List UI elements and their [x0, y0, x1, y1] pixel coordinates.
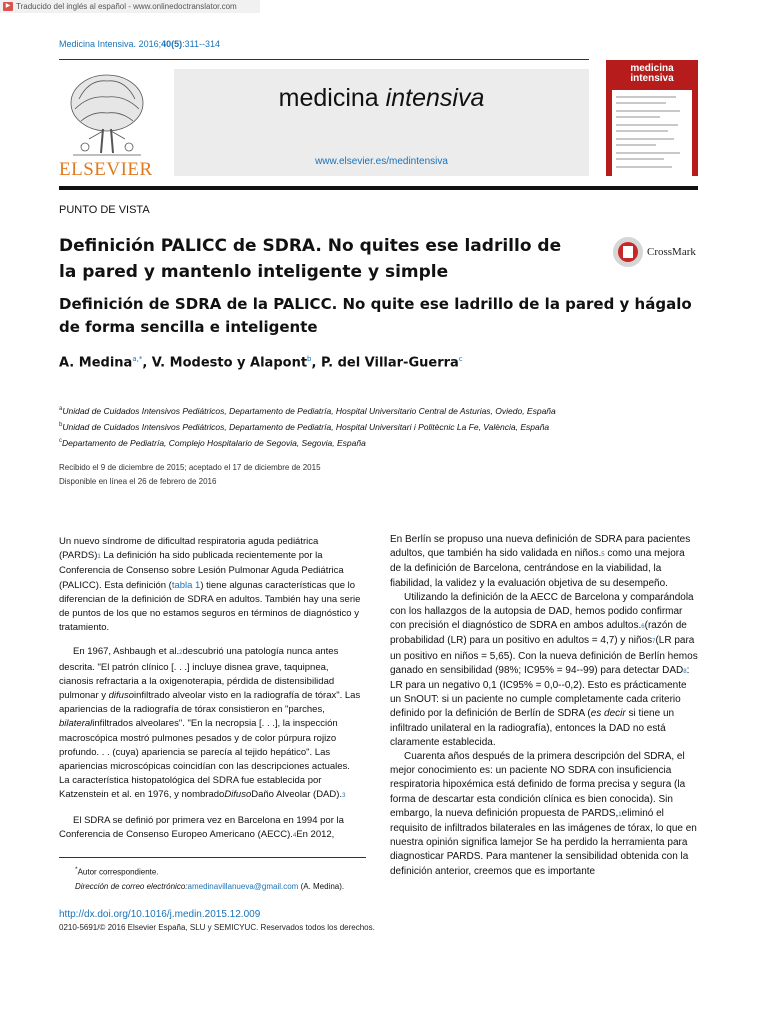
- translate-icon: ▶: [3, 2, 13, 11]
- ref-link[interactable]: 6: [641, 624, 645, 631]
- header-bottom-rule: [59, 186, 698, 190]
- affiliation-c-text: Departamento de Pediatría, Complejo Hospitalario de Segovia, Segovia, España: [62, 437, 366, 448]
- ref-link[interactable]: 3: [342, 793, 346, 800]
- crossmark-badge[interactable]: [613, 235, 733, 269]
- email-label: Dirección de correo electrónico:: [75, 881, 188, 891]
- affiliation-b-text: Unidad de Cuidados Intensivos Pediátricos, Departamento de Pediatría, Hospital Universitari i Politècnic La Fe, València, España: [62, 421, 550, 432]
- ref-link[interactable]: 5: [601, 552, 605, 559]
- section-label: PUNTO DE VISTA: [59, 204, 150, 216]
- right-paragraph-2: Utilizando la definición de la AECC de Barcelona y comparándola con los hallazgos de la autopsia de DAD, hemos podido confirmar con precisión el diagnóstico de SDRA en ambos adultos.6(razón de probabilidad (LR) para un positivo en adultos = 4,7) y niños7(LR para un positivo en niños = 5,65). Con la nueva definición de Berlín hemos ganado en sensibilidad (98%; IC95% = 94--99) para detectar DAD8: LR para un negativo 0,1 (IC95% = 0,0--0,2). Esto es prácticamente un SnOUT: si un paciente no cumple completamente cada criterio definido por la definición de Berlín de SDRA (es decir si tiene un infiltrado unilateral en la radiografía), entonces la DAD no está claramente establecida.: [390, 591, 698, 748]
- journal-url-link[interactable]: www.elsevier.es/medintensiva: [315, 156, 448, 167]
- right-paragraph-3: Cuarenta años después de la primera descripción del SDRA, el mejor conocimiento es: un paciente NO SDRA con insuficiencia respiratoria hipoxémica está definido de forma precisa y segura (la forma de descartar esta condición clínica es bien conocida). Sin embargo, la nueva definición propuesta de PARDS,1eliminó el requisito de infiltrados bilaterales en las imágenes de tórax, lo que en nuestra opinión significa lamejor Se ha perdido la herramienta para diagnosticar PARDS. Para mantener la sensibilidad obtenida con la definición anterior, creemos que es importante: [390, 751, 697, 877]
- translation-banner[interactable]: [0, 0, 260, 13]
- author-1-affil-link[interactable]: a,*: [132, 355, 143, 363]
- email-owner: (A. Medina).: [298, 881, 345, 891]
- doi-link[interactable]: http://dx.doi.org/10.1016/j.medin.2015.12.009: [59, 909, 261, 920]
- ref-link[interactable]: 1: [618, 811, 622, 818]
- journal-title: [174, 84, 589, 113]
- affiliation-c-mark: c: [59, 437, 62, 444]
- ref-link[interactable]: 8: [683, 668, 687, 675]
- article-title-alternate: Definición de SDRA de la PALICC. No quite ese ladrillo de la pared y hágalo de forma sencilla e inteligente: [59, 295, 692, 336]
- affiliation-c: [59, 434, 556, 450]
- email-link[interactable]: amedinavillanueva@gmail.com: [187, 881, 299, 891]
- copyright-notice: 0210-5691/© 2016 Elsevier España, SLU y SEMICYUC. Reservados todos los derechos.: [59, 923, 375, 932]
- online-date: Disponible en línea el 26 de febrero de 2016: [59, 477, 217, 486]
- cover-title-line-1: medicina: [630, 63, 674, 74]
- ref-link[interactable]: 4: [292, 832, 297, 839]
- footnote-marker: *: [75, 866, 78, 873]
- right-paragraph-1: En Berlín se propuso una nueva definición de SDRA para pacientes adultos, que también ha sido validada en niños.5 como una mejora de la definición de Barcelona, centrándose en la viabilidad, la fiabilidad, la validez y la evaluación objetiva de su desempeño.: [390, 534, 691, 589]
- author-3: , P. del Villar-Guerra: [311, 355, 459, 371]
- author-2-affil-link[interactable]: b: [307, 355, 312, 363]
- journal-title-italic: intensiva: [385, 84, 485, 112]
- table-1-link[interactable]: tabla 1: [171, 579, 201, 591]
- left-paragraph-3: El SDRA se definió por primera vez en Barcelona en 1994 por la Conferencia de Consenso Europeo Americano (AECC).4En 2012,: [59, 814, 344, 840]
- body-column-left: [59, 535, 361, 853]
- footnote-label: Autor correspondiente.: [77, 867, 159, 877]
- left-paragraph-1: Un nuevo síndrome de dificultad respiratoria aguda pediátrica (PARDS)1 La definición ha sido publicada recientemente por la Conferencia de Consenso sobre Lesión Pulmonar Aguda Pediátrica (PALICC). Esta definición (tabla 1) tiene algunas características que lo diferencian de la definición de SDRA en adultos. También hay una serie de puntos de los que no estamos seguros en términos de diagnóstico y tratamiento.: [59, 536, 361, 634]
- citation-journal: Medicina Intensiva.: [59, 39, 137, 49]
- crossmark-label: CrossMark: [647, 246, 696, 258]
- corresponding-author-footnote: [59, 863, 379, 894]
- ref-link[interactable]: 7: [652, 639, 656, 646]
- author-1: A. Medina: [59, 355, 133, 371]
- footnote-rule: [59, 857, 366, 858]
- author-3-affil-link[interactable]: c: [458, 355, 463, 363]
- article-dates: [59, 461, 321, 489]
- cover-title-line-2: intensiva: [630, 73, 674, 84]
- ref-link[interactable]: 2: [179, 650, 183, 657]
- journal-title-main: medicina: [278, 84, 379, 112]
- affiliation-a: [59, 402, 556, 418]
- citation-year: 2016;: [138, 39, 162, 49]
- affiliation-list: [59, 402, 556, 449]
- citation-pages: :311--314: [182, 39, 220, 49]
- translation-banner-text: Traducido del inglés al español - www.onlinedoctranslator.com: [16, 2, 237, 11]
- affiliation-a-mark: a: [59, 406, 63, 412]
- cover-contents: [612, 90, 692, 176]
- citation-volume: 40(5): [161, 39, 183, 49]
- author-list: [59, 355, 463, 370]
- affiliation-a-text: Unidad de Cuidados Intensivos Pediátricos, Departamento de Pediatría, Hospital Universitario Central de Asturias, Oviedo, España: [62, 405, 556, 416]
- crossmark-icon: [613, 237, 643, 267]
- received-date: Recibido el 9 de diciembre de 2015; aceptado el 17 de diciembre de 2015: [59, 463, 321, 472]
- left-paragraph-2: En 1967, Ashbaugh et al.2descubrió una patología nunca antes descrita. "El patrón clínico [. . .] incluye disnea grave, taquipnea, cianosis refractaria a la oxigenoterapia, pérdida de distensibilidad pulmonar y difusoinfiltrado alveolar visto en la radiografía de tórax". Las apariencias de la radiografía de tórax consistieron en "parches, bilateralinfiltrados alveolares". "En la necropsia [. . .], la inspección macroscópica mostró pulmones pesados y de color púrpura rojizo profundo. . . (cuya) apariencia se parecía al tejido hepático". Las apariencias microscópicas coincidían con las descripciones actuales. La característica histopatológica del SDRA fue establecida por Katzenstein et al. en 1976, y nombradoDifusoDaño Alveolar (DAD).3: [59, 646, 361, 801]
- journal-cover-thumbnail: [606, 60, 698, 176]
- elsevier-logo-text: ELSEVIER: [59, 159, 153, 180]
- header-top-rule: [59, 59, 589, 60]
- author-2: , V. Modesto y Alapont: [142, 355, 308, 371]
- citation-line[interactable]: [59, 39, 220, 49]
- body-column-right: [390, 533, 698, 889]
- ref-link[interactable]: 1: [97, 554, 101, 561]
- affiliation-b: [59, 418, 556, 434]
- article-title: Definición PALICC de SDRA. No quites ese ladrillo de la pared y mantenlo inteligente y simple: [59, 236, 562, 282]
- affiliation-b-mark: b: [59, 421, 63, 428]
